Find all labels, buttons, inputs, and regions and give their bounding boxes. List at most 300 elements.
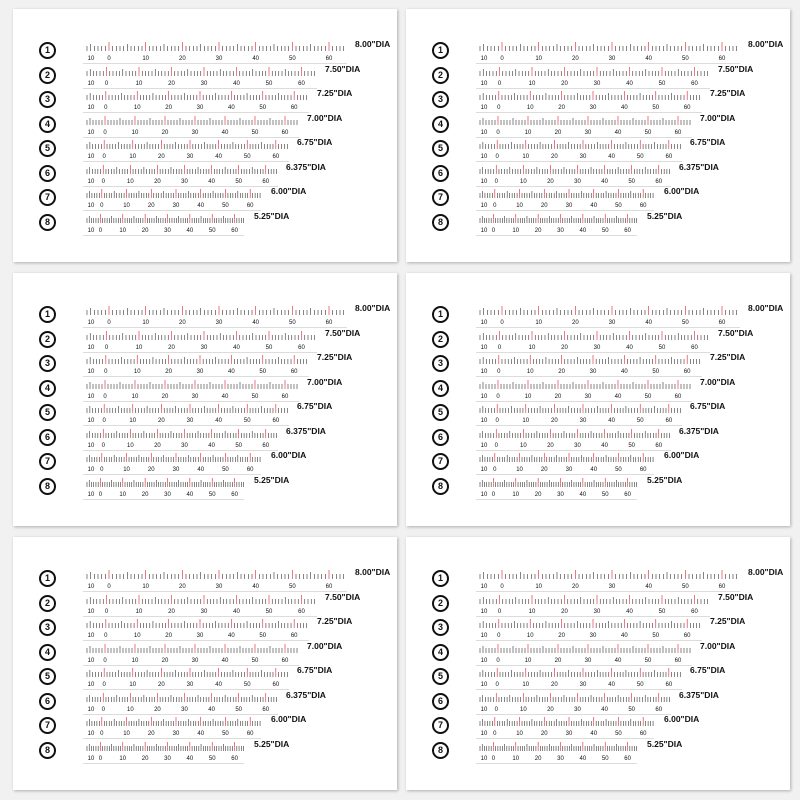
ruler-scale [476,618,702,640]
row-number-badge: 7 [432,717,449,734]
row-number-badge: 4 [432,380,449,397]
ruler-tick-label: 20 [561,344,568,351]
diameter-label: 6.00"DIA [664,714,700,724]
ruler-tick-label: 40 [621,633,628,639]
ruler-tick-label: 10 [526,369,534,375]
ruler-scale [83,139,289,161]
ruler-scale [83,452,261,474]
ruler-tick-label: 0 [497,105,501,111]
ruler-tick-label: 0 [491,491,496,498]
ruler-tick-label: 10 [142,56,150,62]
ruler-row [13,714,397,739]
ruler-tick-label: 50 [658,344,666,351]
ruler-tick-label: 30 [593,80,601,87]
ruler-row [13,592,397,617]
label-card-5 [13,537,397,790]
ruler-tick-label: 10 [87,755,95,762]
ruler-tick-label: 40 [233,344,240,351]
row-number-badge: 3 [39,619,56,636]
ruler-tick-label: 30 [215,584,223,590]
ruler-tick-label: 40 [233,80,240,87]
ruler-scale [83,115,299,137]
ruler-tick-label: 50 [652,105,660,111]
ruler-tick-label: 20 [158,418,165,424]
ruler-tick-label: 40 [228,105,235,111]
ruler-tick-label: 10 [516,731,523,737]
ruler-tick-label: 30 [565,203,573,209]
ruler-scale [83,213,244,235]
ruler-tick-label: 0 [104,369,108,375]
ruler-tick-label: 10 [119,755,127,762]
ruler-scale [83,164,278,186]
ruler-tick-label: 20 [558,369,565,375]
ruler-tick-label: 10 [87,608,95,615]
ruler-tick-label: 10 [87,418,95,424]
diameter-label: 6.375"DIA [286,161,326,172]
ruler-tick-label: 20 [540,203,548,209]
ruler-tick-label: 0 [494,442,498,449]
diameter-label: 7.50"DIA [325,591,361,602]
ruler-tick-label: 0 [493,467,497,473]
diameter-label: 6.00"DIA [664,186,700,196]
ruler-tick-label: 0 [101,178,105,185]
ruler-tick-label: 40 [233,608,240,615]
row-number-badge: 3 [432,355,449,372]
ruler-tick-label: 20 [558,105,565,111]
ruler-tick-label: 0 [107,584,111,590]
ruler-tick-label: 50 [243,418,251,424]
ruler-tick-label: 30 [574,706,581,713]
ruler-tick-label: 0 [107,56,111,62]
ruler-tick-label: 60 [718,584,726,590]
ruler-tick-label: 10 [131,657,139,664]
ruler-tick-label: 0 [500,56,504,62]
ruler-tick-label: 10 [480,369,488,375]
ruler-scale [476,477,637,499]
ruler-tick-label: 10 [480,203,488,209]
ruler-strip [476,164,671,187]
ruler-tick-label: 10 [87,633,95,639]
ruler-tick-label: 10 [87,467,95,473]
ruler-tick-label: 50 [615,731,622,737]
ruler-tick-label: 30 [584,393,592,400]
ruler-tick-label: 0 [495,418,499,424]
ruler-scale [83,403,289,425]
ruler-tick-label: 20 [540,731,548,737]
ruler-tick-label: 10 [87,56,95,62]
ruler-scale [476,115,692,137]
ruler-tick-label: 10 [133,369,141,375]
row-number-badge: 1 [432,570,449,587]
ruler-tick-label: 60 [298,344,305,351]
ruler-tick-label: 60 [298,608,305,615]
ruler-row [406,328,790,353]
diameter-label: 8.00"DIA [355,39,391,49]
ruler-tick-label: 30 [565,467,573,473]
ruler-row [406,690,790,715]
row-number-badge: 4 [432,116,449,133]
ruler-tick-label: 60 [262,706,270,713]
ruler-tick-label: 60 [624,491,631,498]
ruler-tick-label: 40 [208,442,215,449]
ruler-row [406,714,790,739]
ruler-scale [83,330,317,352]
ruler-tick-label: 20 [178,320,186,326]
row-number-badge: 7 [432,189,449,206]
ruler-tick-label: 50 [222,731,229,737]
ruler-tick-label: 40 [197,467,205,473]
ruler-row [406,162,790,187]
ruler-tick-label: 0 [493,203,497,209]
ruler-scale [83,90,309,112]
ruler-scale [83,618,309,640]
ruler-tick-label: 10 [119,227,127,234]
ruler-strip [476,41,740,64]
ruler-row [406,211,790,236]
ruler-tick-label: 10 [119,491,127,498]
ruler-tick-label: 10 [526,105,534,111]
ruler-tick-label: 10 [142,584,150,590]
ruler-tick-label: 60 [691,80,698,87]
ruler-tick-label: 50 [644,129,652,136]
ruler-row [406,39,790,64]
ruler-tick-label: 30 [557,227,564,234]
ruler-strip [83,667,289,690]
ruler-tick-label: 40 [626,80,633,87]
ruler-scale [83,41,347,63]
ruler-tick-label: 60 [246,203,254,209]
ruler-tick-label: 50 [251,393,259,400]
diameter-label: 7.50"DIA [718,327,754,338]
ruler-tick-label: 30 [196,105,204,111]
ruler-tick-label: 20 [571,56,579,62]
ruler-tick-label: 20 [561,80,568,87]
ruler-tick-label: 10 [480,584,488,590]
ruler-tick-label: 10 [480,129,488,136]
ruler-tick-label: 40 [608,154,615,160]
ruler-tick-label: 0 [100,467,104,473]
ruler-tick-label: 0 [500,320,504,326]
ruler-row [406,401,790,426]
ruler-strip [83,618,309,641]
ruler-tick-label: 10 [480,731,488,737]
ruler-tick-label: 60 [272,682,280,688]
ruler-tick-label: 60 [231,227,238,234]
ruler-tick-label: 10 [512,491,520,498]
ruler-tick-label: 0 [102,682,106,688]
ruler-tick-label: 20 [534,227,542,234]
ruler-scale [476,594,710,616]
ruler-tick-label: 20 [540,467,548,473]
row-number-badge: 8 [39,742,56,759]
ruler-strip [83,569,347,592]
ruler-strip [83,477,244,500]
ruler-tick-label: 30 [186,418,194,424]
ruler-tick-label: 30 [186,682,194,688]
ruler-tick-label: 50 [601,755,609,762]
ruler-tick-label: 50 [288,56,296,62]
ruler-tick-label: 20 [161,657,169,664]
ruler-tick-label: 10 [524,657,532,664]
row-number-badge: 8 [432,742,449,759]
ruler-tick-label: 50 [652,369,660,375]
ruler-tick-label: 20 [551,154,558,160]
ruler-row [13,64,397,89]
ruler-tick-label: 10 [480,755,488,762]
ruler-tick-label: 10 [522,154,530,160]
ruler-tick-label: 50 [208,491,216,498]
ruler-tick-label: 10 [87,344,95,351]
ruler-tick-label: 20 [161,129,169,136]
ruler-scale [476,452,654,474]
ruler-tick-label: 50 [222,467,229,473]
ruler-row [13,475,397,500]
ruler-row [406,137,790,162]
row-number-badge: 8 [432,478,449,495]
ruler-tick-label: 0 [495,154,499,160]
ruler-strip [83,115,299,138]
row-number-badge: 3 [39,355,56,372]
ruler-scale [476,643,692,665]
ruler-tick-label: 30 [196,369,204,375]
ruler-tick-label: 40 [645,320,653,326]
ruler-tick-label: 0 [101,706,105,713]
ruler-tick-label: 10 [135,344,143,351]
ruler-row [406,352,790,377]
ruler-strip [476,643,692,666]
ruler-tick-label: 50 [208,227,216,234]
ruler-tick-label: 0 [101,442,105,449]
ruler-tick-label: 20 [547,178,554,185]
ruler-tick-label: 20 [178,584,186,590]
ruler-tick-label: 40 [252,56,260,62]
ruler-tick-label: 10 [129,418,137,424]
ruler-tick-label: 40 [208,706,215,713]
row-number-badge: 1 [39,42,56,59]
ruler-row [13,401,397,426]
ruler-tick-label: 50 [243,682,251,688]
row-number-badge: 6 [432,693,449,710]
ruler-tick-label: 60 [281,657,289,664]
ruler-tick-label: 10 [480,706,488,713]
ruler-tick-label: 10 [87,657,95,664]
ruler-scale [476,667,682,689]
ruler-tick-label: 0 [98,227,103,234]
row-number-badge: 7 [39,189,56,206]
ruler-row [13,137,397,162]
row-number-badge: 4 [39,116,56,133]
ruler-tick-label: 10 [512,755,520,762]
ruler-tick-label: 40 [215,418,222,424]
ruler-tick-label: 0 [497,80,502,87]
ruler-tick-label: 10 [480,178,488,185]
ruler-tick-label: 10 [522,418,530,424]
ruler-row [406,665,790,690]
ruler-tick-label: 10 [87,154,95,160]
ruler-tick-label: 10 [142,320,150,326]
ruler-strip [83,643,299,666]
ruler-tick-label: 50 [681,584,689,590]
ruler-strip [83,741,244,764]
row-number-badge: 5 [39,668,56,685]
diameter-label: 5.25"DIA [647,210,683,221]
ruler-tick-label: 40 [197,203,205,209]
diameter-label: 6.00"DIA [271,186,307,196]
ruler-tick-label: 0 [494,706,498,713]
diameter-label: 7.50"DIA [325,63,361,74]
ruler-scale [476,569,740,591]
ruler-tick-label: 50 [681,320,689,326]
ruler-scale [83,716,261,738]
ruler-tick-label: 10 [87,105,95,111]
diameter-label: 6.00"DIA [271,714,307,724]
ruler-tick-label: 30 [200,608,208,615]
ruler-row [406,739,790,764]
ruler-strip [83,139,289,162]
ruler-tick-label: 20 [561,608,568,615]
ruler-tick-label: 50 [251,129,259,136]
ruler-strip [476,354,702,377]
ruler-tick-label: 40 [626,344,633,351]
diameter-label: 7.25"DIA [317,88,353,98]
row-number-badge: 1 [39,306,56,323]
diameter-label: 8.00"DIA [355,303,391,313]
ruler-tick-label: 20 [534,491,542,498]
diameter-label: 7.25"DIA [317,352,353,362]
ruler-tick-label: 20 [547,706,554,713]
ruler-strip [476,452,654,475]
ruler-row [406,450,790,475]
ruler-tick-label: 10 [480,80,488,87]
ruler-tick-label: 40 [186,491,194,498]
diameter-label: 7.50"DIA [718,63,754,74]
ruler-tick-label: 0 [497,633,501,639]
ruler-tick-label: 0 [500,584,504,590]
ruler-tick-label: 60 [262,442,270,449]
ruler-tick-label: 60 [281,393,289,400]
ruler-tick-label: 10 [522,682,530,688]
row-number-badge: 1 [39,570,56,587]
diameter-label: 7.00"DIA [700,640,736,651]
ruler-tick-label: 60 [639,203,647,209]
ruler-tick-label: 30 [164,755,171,762]
ruler-tick-label: 60 [231,755,238,762]
ruler-tick-label: 30 [181,442,188,449]
row-number-badge: 2 [432,331,449,348]
ruler-scale [83,305,347,327]
ruler-tick-label: 20 [165,633,172,639]
ruler-tick-label: 20 [154,178,161,185]
ruler-tick-label: 40 [590,467,598,473]
ruler-tick-label: 60 [665,154,673,160]
ruler-strip [83,428,278,451]
ruler-tick-label: 0 [494,178,498,185]
ruler-row [13,211,397,236]
ruler-tick-label: 40 [228,369,235,375]
ruler-tick-label: 30 [164,227,171,234]
ruler-tick-label: 50 [628,178,636,185]
ruler-strip [476,569,740,592]
ruler-tick-label: 40 [601,706,608,713]
ruler-scale [476,428,671,450]
row-number-badge: 6 [39,429,56,446]
diameter-label: 6.75"DIA [690,665,726,675]
ruler-tick-label: 10 [87,584,95,590]
diameter-label: 8.00"DIA [748,303,784,313]
ruler-tick-label: 20 [158,154,165,160]
ruler-row [13,665,397,690]
ruler-tick-label: 10 [87,80,95,87]
ruler-strip [83,90,309,113]
ruler-tick-label: 10 [519,178,527,185]
ruler-tick-label: 10 [480,227,488,234]
ruler-tick-label: 30 [579,154,587,160]
row-number-badge: 6 [432,429,449,446]
ruler-tick-label: 60 [624,227,631,234]
ruler-tick-label: 20 [168,608,175,615]
ruler-tick-label: 20 [178,56,186,62]
ruler-strip [476,692,671,715]
ruler-tick-label: 50 [288,320,296,326]
ruler-row [13,450,397,475]
ruler-tick-label: 40 [228,633,235,639]
ruler-tick-label: 50 [208,755,216,762]
row-number-badge: 6 [39,693,56,710]
ruler-tick-label: 30 [200,344,208,351]
ruler-scale [476,716,654,738]
ruler-tick-label: 60 [325,56,333,62]
ruler-tick-label: 0 [100,203,104,209]
ruler-strip [83,213,244,236]
ruler-tick-label: 30 [557,491,564,498]
ruler-tick-label: 40 [579,227,587,234]
ruler-tick-label: 40 [626,608,633,615]
ruler-tick-label: 40 [215,154,222,160]
ruler-strip [476,594,710,617]
ruler-tick-label: 40 [614,393,622,400]
row-number-badge: 2 [39,595,56,612]
ruler-tick-label: 50 [601,227,609,234]
ruler-row [406,113,790,138]
ruler-tick-label: 40 [215,682,222,688]
ruler-tick-label: 10 [480,320,488,326]
ruler-tick-label: 10 [123,731,130,737]
ruler-tick-label: 40 [197,731,205,737]
row-number-badge: 8 [432,214,449,231]
ruler-tick-label: 50 [615,467,622,473]
ruler-tick-label: 50 [235,442,243,449]
ruler-tick-label: 30 [608,320,616,326]
ruler-tick-label: 0 [103,393,107,400]
ruler-tick-label: 40 [579,491,587,498]
row-number-badge: 5 [432,140,449,157]
row-number-badge: 7 [39,717,56,734]
diameter-label: 7.00"DIA [700,112,736,123]
ruler-tick-label: 50 [601,491,609,498]
ruler-strip [476,477,637,500]
ruler-tick-label: 60 [262,178,270,185]
ruler-tick-label: 20 [571,584,579,590]
ruler-tick-label: 10 [87,320,95,326]
ruler-tick-label: 0 [103,657,107,664]
row-number-badge: 4 [39,380,56,397]
ruler-row [406,475,790,500]
label-card-6 [406,537,790,790]
diameter-label: 5.25"DIA [254,738,290,749]
ruler-tick-label: 50 [644,657,652,664]
ruler-scale [476,164,671,186]
ruler-strip [476,716,654,739]
